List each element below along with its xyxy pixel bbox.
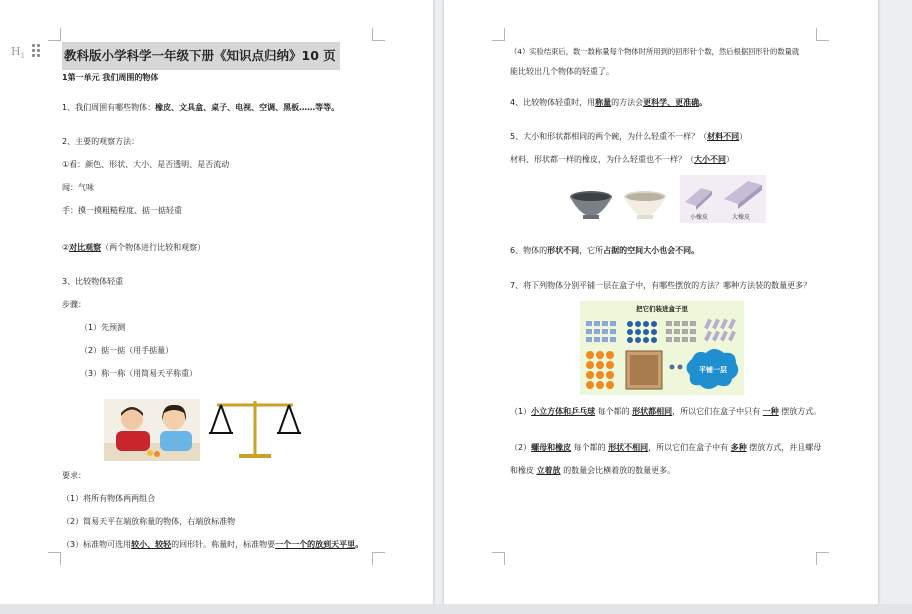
paragraph-4: 4、比较物体轻重时，用称量的方法会更科学、更准确。 — [510, 98, 708, 107]
requirement-3: （3）标准物可选用较小、较轻的回形针。称量时，标准物要一个一个的放到天平里。 — [62, 540, 364, 549]
horizontal-scrollbar[interactable] — [0, 604, 912, 614]
method-see: ①看：颜色、形状、大小、是否透明、是否流动 — [62, 160, 230, 169]
experiment-step-4-cont: 能比较出几个物体的轻重了。 — [510, 67, 614, 76]
bowl-ceramic-image — [568, 187, 614, 223]
margin-corner — [492, 28, 505, 41]
paragraph-5b: 材料、形状都一样的橡皮，为什么轻重也不一样？（大小不同） — [510, 155, 734, 164]
paragraph-5: 5、大小和形状都相同的两个碗，为什么轻重不一样？（材料不同） — [510, 132, 748, 141]
margin-corner — [48, 552, 61, 565]
method-smell: 闻：气味 — [62, 183, 94, 192]
heading-level-icon[interactable]: $H_1$ — [11, 45, 26, 61]
answer-1: （1）小立方体和乒乓球 每个都的 形状都相同，所以它们在盒子中只有 一种 摆放方式。 — [510, 407, 822, 416]
step-2: （2）掂一掂（用手掂量） — [80, 346, 174, 355]
step-3: （3）称一称（用简易天平称重） — [80, 369, 198, 378]
children-photo — [104, 399, 200, 461]
paragraph-7: 7、将下列物体分别平铺一层在盒子中，有哪些摆放的方法？哪种方法装的数量更多？ — [510, 281, 812, 290]
method-touch: 手：摸一摸粗糙程度、掂一掂轻重 — [62, 206, 182, 215]
cloud-label: 平铺一层 — [699, 366, 727, 374]
step-1: （1）先预测 — [80, 323, 126, 332]
margin-corner — [372, 28, 385, 41]
answer-2: （2）螺母和橡皮 每个都的 形状不相同，所以它们在盒子中有 多种 摆放方式，并且螺母 — [510, 443, 822, 452]
eraser-big-label: 大橡皮 — [732, 214, 751, 221]
paragraph-1: 1、我们周围有哪些物体：橡皮、文具盒、桌子、电视、空调、黑板……等等。 — [62, 103, 340, 112]
paragraph-3: 3、比较物体轻重 — [62, 277, 124, 286]
box-packing-illustration — [580, 301, 744, 395]
margin-corner — [48, 28, 61, 41]
paragraph-6: 6、物体的形状不同，它所占据的空间大小也会不同。 — [510, 246, 700, 255]
document-title[interactable]: 教科版小学科学一年级下册《知识点归纳》10 页 — [62, 42, 340, 70]
eraser-small-label: 小橡皮 — [690, 214, 709, 221]
bowl-porcelain-image — [622, 187, 668, 223]
box-title: 把它们装进盒子里 — [636, 305, 688, 313]
requirement-1: （1）将所有物体两两组合 — [62, 494, 156, 503]
paragraph-2: 2、主要的观察方法： — [62, 137, 140, 146]
balance-scale-image — [207, 397, 303, 461]
margin-corner — [816, 552, 829, 565]
margin-corner — [816, 28, 829, 41]
requirement-2: （2）简易天平在端放称量的物体，右端放标准物 — [62, 517, 236, 526]
document-page-1 — [0, 0, 433, 604]
unit-heading: 1第一单元 我们周围的物体 — [62, 73, 159, 82]
answer-2-cont: 和橡皮 立着放 的数量会比横着放的数量更多。 — [510, 466, 676, 475]
margin-corner — [372, 552, 385, 565]
erasers-image — [680, 175, 766, 223]
experiment-step-4: （4）实验结束后，数一数称量每个物体时所用到的回形针个数，然后根据回形针的数量就 — [510, 47, 800, 56]
drag-handle-icon[interactable] — [32, 44, 42, 58]
requirements-label: 要求： — [62, 471, 86, 480]
method-compare: ②对比观察（两个物体进行比较和观察） — [62, 243, 206, 252]
margin-corner — [492, 552, 505, 565]
steps-label: 步骤： — [62, 300, 86, 309]
document-page-2 — [444, 0, 878, 604]
